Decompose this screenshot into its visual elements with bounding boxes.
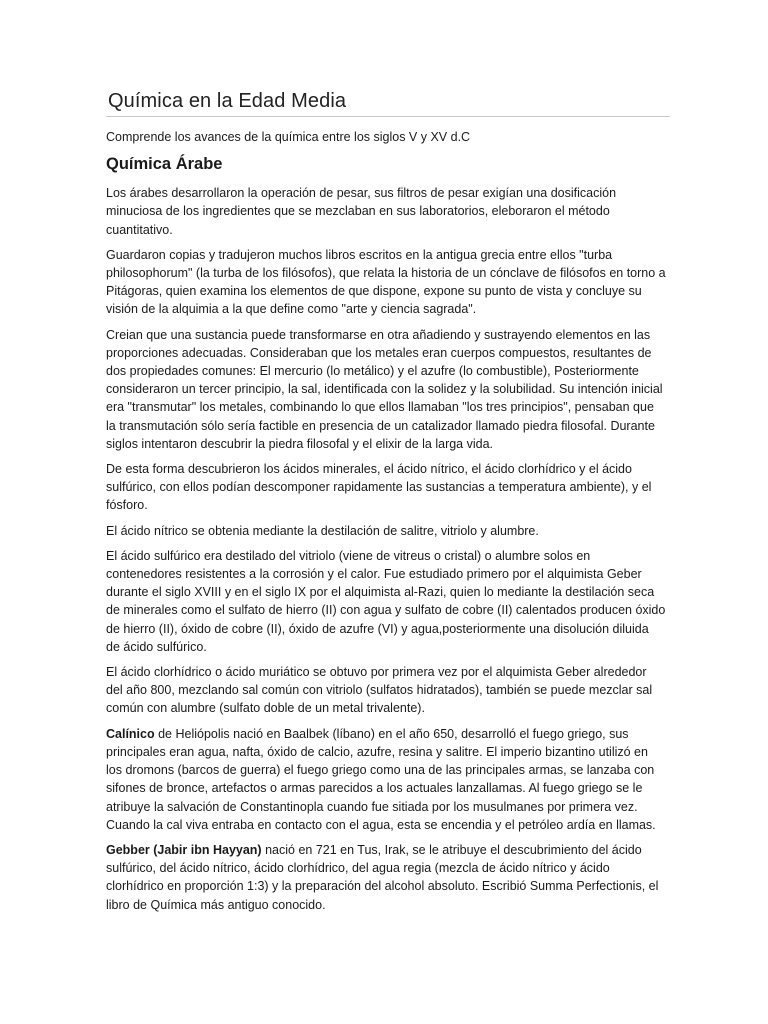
paragraph-transmutacion: Creian que una sustancia puede transformarse en otra añadiendo y sustrayendo elementos en las proporciones adecuadas. Consideraban que los metales eran cuerpos compuestos, resultantes de dos propiedades comunes: El mercurio (lo metálico) y el azufre (lo combustible), Posteriormente consideraron un tercer principio, la sal, identificada con la solidez y la solubilidad. Su intención inicial era "transmutar" los metales, combinando lo que ellos llamaban "los tres principios", pensaban que la transmutación sólo sería factible en presencia de un catalizador llamado piedra filosofal. Durante siglos intentaron descubrir la piedra filosofal y el elixir de la larga vida. — [106, 327, 663, 451]
title-divider — [106, 116, 670, 117]
gebber-text: nació en 721 en Tus, Irak, se le atribuye el descubrimiento del ácido sulfúrico, del ácido nítrico, ácido clorhídrico, del agua regia (mezcla de ácido nítrico y ácido clorhídrico en proporción 1:3) y la preparación del alcohol absoluto. Escribió Summa Perfectionis, el libro de Química más antiguo conocido. — [106, 842, 659, 912]
paragraph-pesar: Los árabes desarrollaron la operación de pesar, sus filtros de pesar exigían una dosificación minuciosa de los ingredientes que se mezclaban en sus laboratorios, eleboraron el método cuantitativo. — [106, 186, 617, 237]
paragraph-acidos-minerales: De esta forma descubrieron los ácidos minerales, el ácido nítrico, el ácido clorhídrico y el ácido sulfúrico, con ellos podían descomponer rapidamente las sustancias a temperatura ambiente), y el fósforo. — [106, 462, 652, 513]
calinico-name: Calínico — [106, 726, 155, 741]
section-heading: Química Árabe — [106, 155, 223, 174]
paragraph-acido-nitrico: El ácido nítrico se obtenia mediante la destilación de salitre, vitriolo y alumbre. — [106, 523, 539, 538]
page-subtitle: Comprende los avances de la química entre los siglos V y XV d.C — [106, 130, 471, 144]
paragraph-traducciones: Guardaron copias y tradujeron muchos libros escritos en la antigua grecia entre ellos "turba philosophorum" (la turba de los filósofos), que relata la historia de un cónclave de filósofos en torno a Pitágoras, quien examina los elementos de que dispone, expone su punto de vista y concluye su visión de la alquimia a la que define como "arte y ciencia sagrada". — [106, 247, 666, 317]
paragraph-acido-clorhidrico: El ácido clorhídrico o ácido muriático se obtuvo por primera vez por el alquimista Geber alrededor del año 800, mezclando sal común con vitriolo (sulfatos hidratados), también se puede mezclar sal común con alumbre (sulfato doble de un metal trivalente). — [106, 665, 653, 716]
calinico-text: de Heliópolis nació en Baalbek (líbano) en el año 650, desarrolló el fuego griego, sus principales eran agua, nafta, óxido de calcio, azufre, resina y salitre. El imperio bizantino utilizó en los dromons (barcos de guerra) el fuego griego como una de las principales armas, se lanzaba con sifones de bronce, artefactos o armas parecidos a los actuales lanzallamas. Al fuego griego se le atribuye la salvación de Constantinopla cuando fue sitiada por los musulmanes por primera vez. Cuando la cal viva entraba en contacto con el agua, esta se encendia y el petróleo ardía en llamas. — [106, 726, 656, 832]
article-body — [106, 128, 666, 921]
gebber-name: Gebber (Jabir ibn Hayyan) — [106, 842, 262, 857]
page-title: Química en la Edad Media — [108, 90, 347, 112]
paragraph-calinico — [106, 725, 666, 834]
paragraph-gebber — [106, 841, 666, 914]
paragraph-acido-sulfurico: El ácido sulfúrico era destilado del vitriolo (viene de vitreus o cristal) o alumbre solos en contenedores resistentes a la corrosión y el calor. Fue estudiado primero por el alquimista Geber durante el siglo XVIII y en el siglo IX por el alquimista al-Razi, quien lo mediante la destilación seca de minerales como el sulfato de hierro (II) con agua y sulfato de cobre (II) calentados producen óxido de hierro (II), óxido de cobre (II), óxido de azufre (VI) y agua,posteriormente una disolución diluida de ácido sulfúrico. — [106, 548, 666, 654]
